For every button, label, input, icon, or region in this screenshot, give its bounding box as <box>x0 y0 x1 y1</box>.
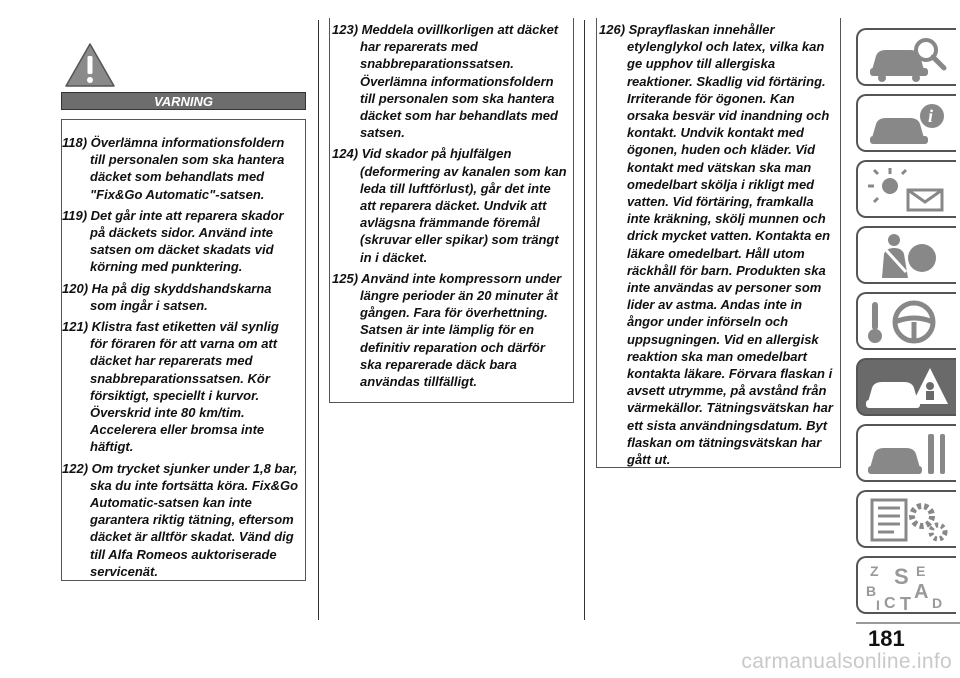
index-letter: T <box>900 594 911 610</box>
chapter-tab-index[interactable] <box>856 556 956 614</box>
index-letter: Z <box>870 563 879 579</box>
warning-note: 121) Klistra fast etiketten väl synlig för föraren för att varna om att däcket har reparerats med snabbreparationssatsen. Kör försiktigt, speciellt i kurvor. Överskrid inte 80 km/tim. Accelerera eller bromsa inte häftigt. <box>62 319 279 455</box>
chapter-tab-car-info[interactable] <box>856 94 956 152</box>
warning-note: 126) Sprayflaskan innehåller etylenglykol och latex, vilka kan ge upphov till allergiska reaktioner. Skadlig vid förtäring. Irriterande för ögonen. Kan orsaka besvär vid inandning och kontakt. Undvik kontakt med ögonen, huden och kläder. Vid kontakt med vätskan ska man omedelbart skölja i rikligt med vatten. Vid förtäring, framkalla inte kräkning, skölj munnen och drick mycket vatten. Kontakta en läkare omedelbart. Håll utom räckhåll för barn. Produkten ska inte användas av personer som lider av astma. Andas inte in ångor under införseln och uppsugningen. Vid en allergisk reaktion ska man omedelbart kontakta läkare. Förvara flaskan i avsett utrymme, på avstånd från värmekällor. Tätningsvätskan har ett sista användningsdatum. Byt flaskan om tätningsvätskan har gått ut. <box>599 22 833 468</box>
specs-gears-icon <box>864 496 952 544</box>
warning-note: 123) Meddela ovillkorligen att däcket har reparerats med snabbreparationssatsen. Överlämna informationsfoldern till personalen som ska hantera däcket som har behandlats med satsen. <box>332 22 559 141</box>
seatbelt-airbag-icon <box>864 232 952 280</box>
chapter-tab-warning-lights[interactable] <box>856 160 956 218</box>
index-letter: I <box>876 597 880 610</box>
warning-notes-column-1 <box>61 119 306 581</box>
column-divider <box>584 20 585 620</box>
chapter-tab-specifications[interactable] <box>856 490 956 548</box>
warning-note: 118) Överlämna informationsfoldern till personalen som ska hantera däcket som behandlats med "Fix&Go Automatic"-satsen. <box>62 135 285 202</box>
car-emergency-icon <box>864 364 952 412</box>
chapter-tab-driving[interactable] <box>856 292 956 350</box>
warning-note: 119) Det går inte att reparera skador på däckets sidor. Använd inte satsen om däcket skadats vid körning med punktering. <box>62 207 284 275</box>
chapter-tab-safety[interactable] <box>856 226 956 284</box>
car-magnifier-icon <box>864 34 952 82</box>
watermark: carmanualsonline.info <box>741 650 952 673</box>
warning-note: 120) Ha på dig skyddshandskarna som ingår i satsen. <box>62 280 272 313</box>
warning-note: 124) Vid skador på hjulfälgen (deformering av kanalen som kan leda till luftförlust), går det inte att reparera däcket. Undvik att avlägsna främmande föremål (skruvar eller spikar) som trängt in i däcket. <box>332 146 567 265</box>
warning-note: 122) Om trycket sjunker under 1,8 bar, ska du inte fortsätta köra. Fix&Go Automatic-satsen kan inte garantera riktig tätning, eftersom däcket är alltför skadat. Vänd dig till Alfa Romeos auktoriserade servicenät. <box>62 460 299 579</box>
warning-notes-column-2 <box>329 18 574 403</box>
warning-light-message-icon <box>864 166 952 214</box>
index-letter: B <box>866 583 877 599</box>
car-tools-icon <box>864 430 952 478</box>
page-number-rule <box>856 622 960 624</box>
alphabet-index-icon <box>864 562 952 610</box>
warning-note: 125) Använd inte kompressorn under längre perioder än 20 minuter åt gången. Fara för överhettning. Satsen är inte lämplig för en definitiv reparation och därför ska reparerade däck bara användas tillfälligt. <box>332 270 562 390</box>
svg-text:i: i <box>928 106 934 126</box>
warning-triangle-icon <box>64 42 116 88</box>
steering-wheel-key-icon <box>864 298 952 346</box>
chapter-tab-car-magnifier[interactable] <box>856 28 956 86</box>
chapter-tab-emergency[interactable] <box>856 358 956 416</box>
index-letter: C <box>884 595 896 610</box>
warning-header: VARNING <box>61 92 306 110</box>
page-number: 181 <box>868 626 905 651</box>
column-divider <box>318 20 319 620</box>
warning-notes-column-3 <box>596 18 841 468</box>
index-letter: E <box>916 563 926 579</box>
index-letter: S <box>894 564 909 589</box>
index-letter: D <box>932 595 943 610</box>
chapter-tab-maintenance[interactable] <box>856 424 956 482</box>
index-letter: A <box>914 581 929 603</box>
car-info-icon <box>864 100 952 148</box>
